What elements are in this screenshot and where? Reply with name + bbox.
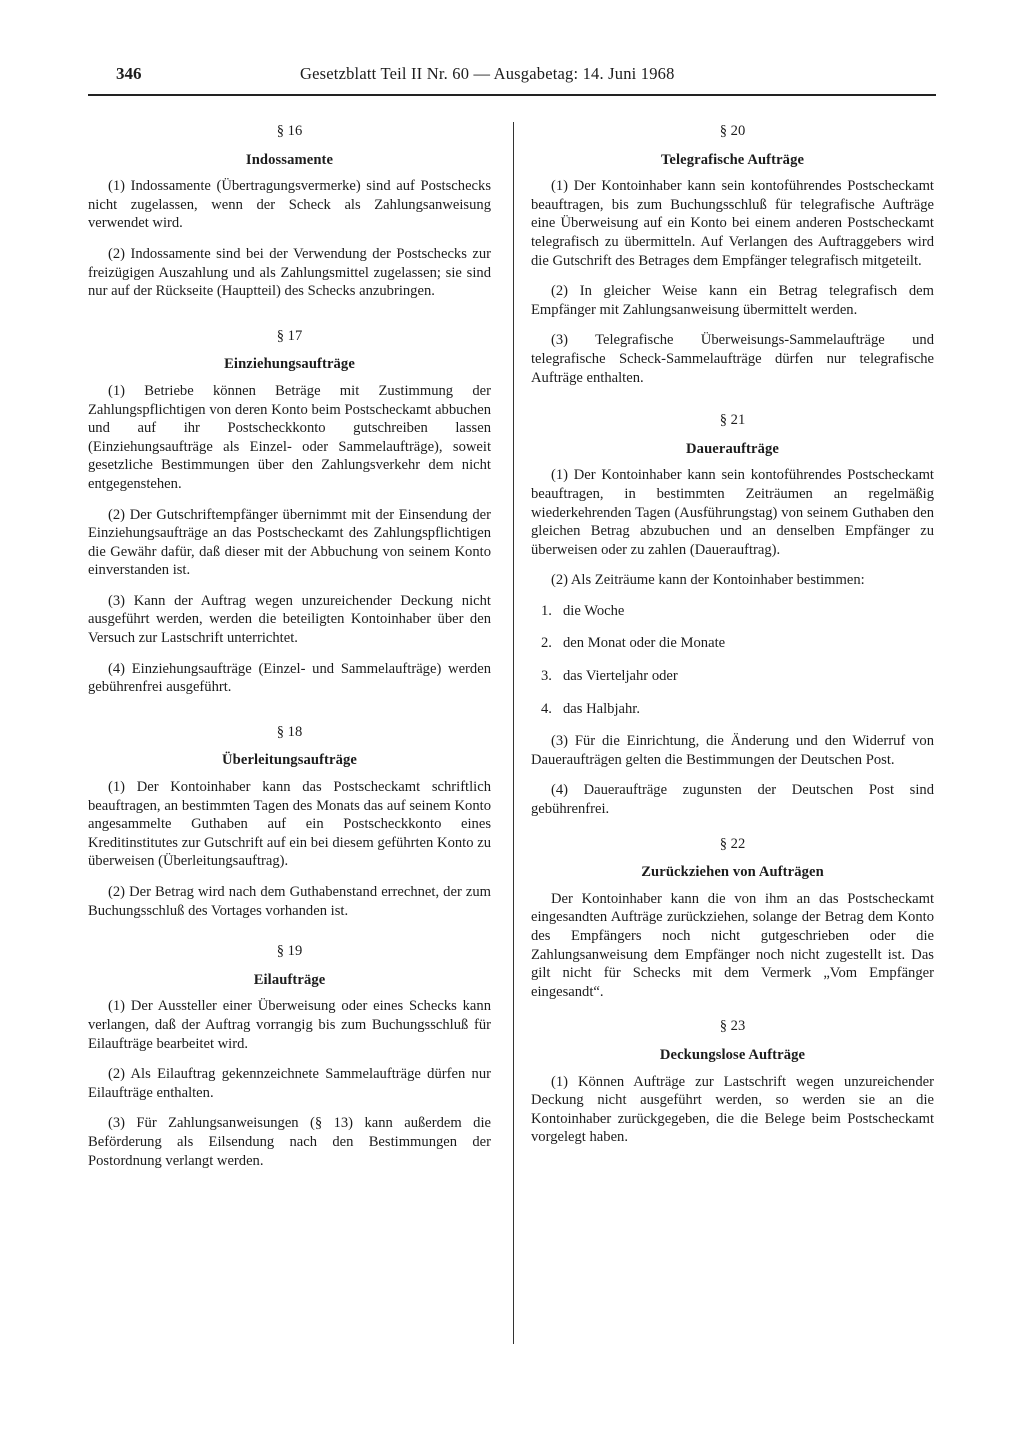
section-title: Überleitungsaufträge: [222, 752, 357, 769]
left-column: [88, 122, 491, 1182]
section-number: § 19: [276, 943, 303, 960]
section-number: § 23: [719, 1018, 746, 1035]
paragraph: (2) Der Betrag wird nach dem Guthabenstand errechnet, der zum Buchungsschluß des Vortages vorhanden ist.: [88, 884, 491, 919]
paragraph: (2) Der Gutschriftempfänger übernimmt mit der Einsendung der Einziehungsaufträge an das Postscheckamt des Zahlungspflichtigen die Gewähr dafür, daß dieser mit der Abbuchung von seinem Konto einverstanden ist.: [88, 506, 491, 579]
section-number: § 20: [719, 123, 746, 139]
paragraph: (1) Der Kontoinhaber kann sein kontoführendes Postscheckamt beauftragen, in bestimmten Zeiträumen an regelmäßig wiederkehrenden Tagen (Ausführungstag) von seinem Guthaben den gleichen Betrag abzubuchen und an denselben Empfänger zu überweisen oder zu zahlen (Dauerauftrag).: [531, 467, 934, 558]
section-18: [88, 723, 491, 920]
paragraph: (3) Für Zahlungsanweisungen (§ 13) kann außerdem die Beförderung als Eilsendung nach den Bestimmungen der Postordnung verlangt werden.: [88, 1115, 491, 1169]
section-21: [531, 411, 934, 819]
paragraph: (3) Kann der Auftrag wegen unzureichender Deckung nicht ausgeführt werden, werden die beteiligten Kontoinhaber über den Versuch zur Lastschrift unterrichtet.: [88, 592, 491, 647]
paragraph: (1) Indossamente (Übertragungsvermerke) sind auf Postschecks nicht zugelassen, wenn der Scheck als Zahlungsanweisung verwendet wird.: [88, 178, 491, 232]
section-title: Deckungslose Aufträge: [659, 1046, 806, 1063]
paragraph: (4) Daueraufträge zugunsten der Deutschen Post sind gebührenfrei.: [531, 782, 934, 818]
section-title: Telegrafische Aufträge: [660, 151, 805, 168]
list-item-number: 3.: [541, 668, 552, 685]
list-item: [531, 602, 934, 621]
section-22: [531, 835, 934, 1002]
section-number: § 17: [276, 327, 303, 344]
section-20: [531, 122, 934, 387]
section-title: Eilaufträge: [253, 971, 326, 988]
paragraph: (3) Für die Einrichtung, die Änderung und den Widerruf von Daueraufträgen gelten die Bestimmungen der Deutschen Post.: [531, 733, 934, 768]
section-number: § 21: [719, 412, 746, 429]
section-title: Einziehungsaufträge: [224, 356, 355, 373]
running-head: Gesetzblatt Teil II Nr. 60 — Ausgabetag: 14. Juni 1968: [300, 64, 675, 83]
column-divider: [513, 122, 514, 1344]
section-number: § 22: [719, 835, 746, 852]
period-list: [531, 602, 934, 718]
list-item-number: 2.: [541, 635, 552, 652]
paragraph: (2) Als Eilauftrag gekennzeichnete Sammelaufträge dürfen nur Eilaufträge enthalten.: [88, 1066, 491, 1101]
section-23: [531, 1017, 934, 1147]
section-number: § 18: [276, 723, 303, 740]
paragraph: (1) Der Aussteller einer Überweisung oder eines Schecks kann verlangen, daß der Auftrag vorrangig bis zum Buchungsschluß für Eilaufträge bearbeitet wird.: [88, 998, 491, 1052]
list-item-text: den Monat oder die Monate: [563, 635, 726, 652]
paragraph: (1) Der Kontoinhaber kann das Postscheckamt schriftlich beauftragen, an bestimmten Tagen des Monats das auf seinem Konto angesammelte Guthaben auf ein Postscheckkonto eines Kreditinstitutes zur Gutschrift auf ein bei diesem geführten Konto zu überweisen (Überleitungsauftrag).: [88, 779, 491, 870]
right-column: [531, 122, 934, 1159]
paragraph: (1) Betriebe können Beträge mit Zustimmung der Zahlungspflichtigen von deren Konto beim Postscheckamt abbuchen und auf ihr Postscheckkonto gutschreiben lassen (Einziehungsaufträge als Einzel- oder Sammelaufträge), soweit gesetzliche Bestimmungen über den Zahlungsverkehr dem nicht entgegenstehen.: [88, 382, 491, 492]
paragraph: (3) Telegrafische Überweisungs-Sammelaufträge und telegrafische Scheck-Sammelaufträge dürfen nur telegrafische Aufträge enthalten.: [531, 332, 934, 386]
paragraph: (2) Als Zeiträume kann der Kontoinhaber bestimmen:: [551, 572, 865, 589]
section-16: [88, 122, 491, 301]
list-item-number: 1.: [541, 602, 552, 619]
list-item-text: die Woche: [563, 602, 625, 619]
paragraph: (4) Einziehungsaufträge (Einzel- und Sammelaufträge) werden gebührenfrei ausgeführt.: [88, 660, 491, 696]
section-number: § 16: [276, 123, 303, 139]
section-17: [88, 327, 491, 697]
paragraph: (1) Der Kontoinhaber kann sein kontoführendes Postscheckamt beauftragen, bis zum Buchungsschluß für telegrafische Aufträge eine Überweisung auf ein Konto bei einem anderen Postscheckamt telegrafisch zu übermitteln. Auf Verlangen des Auftraggebers wird die Gutschrift des Betrages dem Empfänger telegrafisch mitgeteilt.: [531, 178, 934, 269]
paragraph: (1) Können Aufträge zur Lastschrift wegen unzureichender Deckung nicht ausgeführt werden, so werden sie an die Kontoinhaber zurückgegeben, die die Belege beim Postscheckamt vorgelegt haben.: [531, 1073, 934, 1146]
section-title: Zurückziehen von Aufträgen: [641, 864, 824, 881]
page-number: 346: [116, 64, 142, 83]
list-item-text: das Vierteljahr oder: [563, 668, 678, 685]
list-item-number: 4.: [541, 700, 552, 717]
paragraph: (2) In gleicher Weise kann ein Betrag telegrafisch dem Empfänger mit Zahlungsanweisung übermittelt werden.: [531, 283, 934, 318]
section-title: Daueraufträge: [686, 440, 779, 457]
page-header: [88, 60, 936, 96]
list-item-text: das Halbjahr.: [563, 700, 641, 717]
section-19: [88, 942, 491, 1170]
list-item: [531, 634, 934, 653]
section-title: Indossamente: [245, 151, 334, 168]
paragraph: Der Kontoinhaber kann die von ihm an das Postscheckamt eingesandten Aufträge zurückziehen, solange der Betrag dem Konto des Empfängers noch nicht gutgeschrieben oder die Zahlungsanweisung dem Empfänger noch nicht zugestellt ist. Das gilt nicht für Schecks mit dem Vermerk „Vom Empfänger eingesandt“.: [531, 890, 934, 1000]
list-item: [531, 667, 934, 686]
list-item: [531, 700, 934, 719]
paragraph: (2) Indossamente sind bei der Verwendung der Postschecks zur freizügigen Auszahlung und als Zahlungsmittel zugelassen; sie sind nur auf der Rückseite (Hauptteil) des Schecks anzubringen.: [88, 245, 491, 300]
